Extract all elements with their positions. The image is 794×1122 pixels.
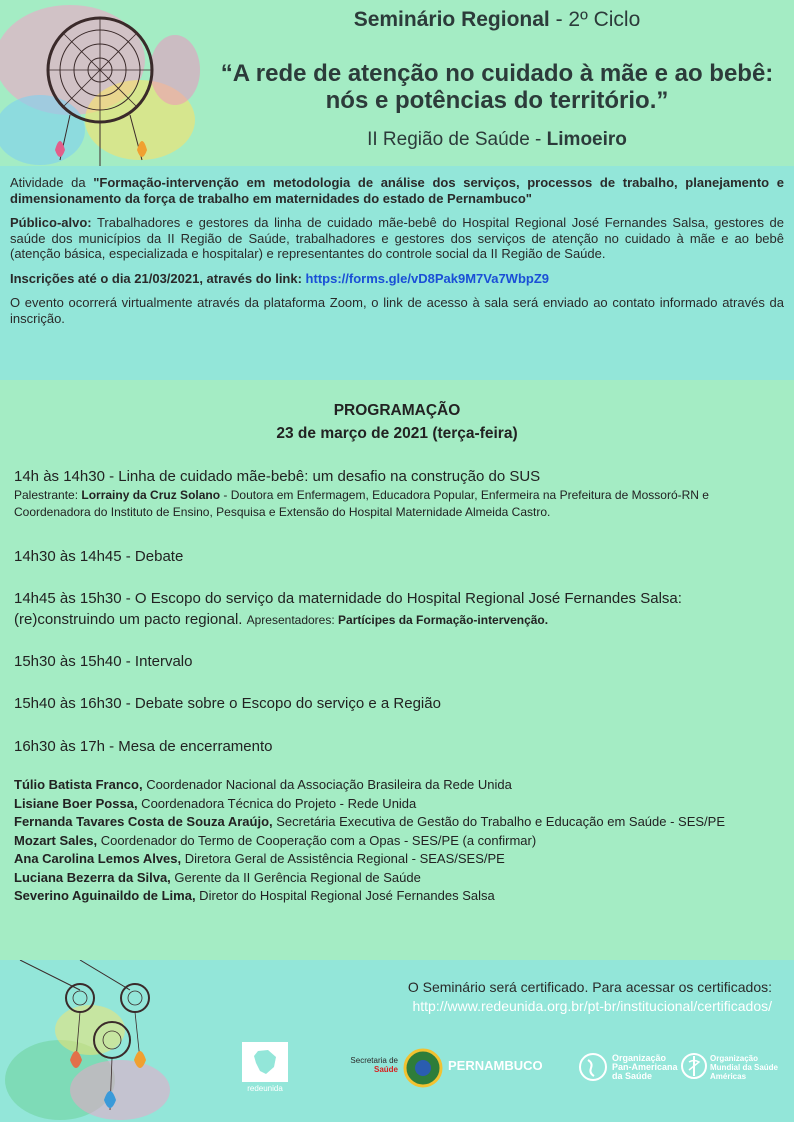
closing-panel-list — [14, 776, 725, 906]
program-item-3: 14h45 às 15h30 - O Escopo do serviço da maternidade do Hospital Regional José Fernandes Salsa: (re)construindo um pacto regional. Apresentadores: Partícipes da Formação-intervenção. — [14, 590, 682, 628]
panelist: Túlio Batista Franco, Coordenador Nacional da Associação Brasileira da Rede Unida — [14, 777, 512, 792]
program-section — [0, 380, 794, 960]
dreamcatcher-icon — [0, 0, 200, 166]
panelist: Severino Aguinaildo de Lima, Diretor do Hospital Regional José Fernandes Salsa — [14, 888, 495, 903]
audience-paragraph: Público-alvo: Trabalhadores e gestores da linha de cuidado mãe-bebê do Hospital Regional José Fernandes Salsa, gestores de saúde dos municípios da II Região de Saúde, trabalhadores e gestores dos serviços de atenção no cuidado à mãe e ao bebê (atenção básica, especializada e hospitalar) e representantes do controle social da II Região de Saúde. — [10, 215, 784, 261]
pernambuco-emblem-icon — [403, 1048, 443, 1088]
region-line: II Região de Saúde - Limoeiro — [367, 129, 627, 150]
program-item-1: 14h às 14h30 - Linha de cuidado mãe-bebê: um desafio na construção do SUS Palestrante: Lorrainy da Cruz Solano - Doutora em Enfermagem, Educadora Popular, Enfermeira na Prefeitura de Mossoró-RN e Coordenadora do Instituto de Ensino, Pesquisa e Extensão do Hospital Maternidade Almeida Castro. — [14, 468, 709, 519]
program-item-5: 15h40 às 16h30 - Debate sobre o Escopo do serviço e a Região — [14, 695, 441, 712]
opas-logo: Organização Pan-Americana da Saúde — [578, 1052, 678, 1086]
program-item-6: 16h30 às 17h - Mesa de encerramento — [14, 738, 273, 755]
dreamcatcher-icon — [0, 960, 200, 1122]
seminar-title: Seminário Regional - 2º Ciclo — [353, 8, 641, 31]
certificate-link[interactable]: http://www.redeunida.org.br/pt-br/institucional/certificados/ — [412, 998, 772, 1014]
panelist: Ana Carolina Lemos Alves, Diretora Geral de Assistência Regional - SEAS/SES/PE — [14, 851, 505, 866]
registration-link[interactable]: https://forms.gle/vD8Pak9M7Va7WbpZ9 — [305, 270, 549, 286]
panelist: Fernanda Tavares Costa de Souza Araújo, Secretária Executiva de Gestão do Trabalho e Educação em Saúde - SES/PE — [14, 814, 726, 829]
activity-paragraph: Atividade da "Formação-intervenção em metodologia de análise dos serviços, processos de trabalho, planejamento e dimensionamento da força de trabalho em maternidades do estado de Pernambuco" — [10, 175, 784, 206]
pernambuco-logo: Secretaria de Saúde PERNAMBUCO — [340, 1048, 535, 1088]
program-item-4: 15h30 às 15h40 - Intervalo — [14, 653, 193, 670]
footer — [0, 960, 794, 1122]
certificate-note: O Seminário será certificado. Para acessar os certificados: http://www.redeunida.org.br/pt-br/institucional/certificados/ — [407, 979, 772, 1014]
redeunida-logo: redeunida — [241, 1042, 289, 1093]
header — [0, 0, 794, 166]
panelist: Mozart Sales, Coordenador do Termo de Cooperação com a Opas - SES/PE (a confirmar) — [14, 832, 537, 848]
brazil-map-icon — [250, 1047, 280, 1077]
globe-icon — [680, 1052, 708, 1080]
event-note: O evento ocorrerá virtualmente através da plataforma Zoom, o link de acesso à sala será enviado ao contato informado através da inscrição. — [10, 295, 784, 326]
panelist: Luciana Bezerra da Silva, Gerente da II Gerência Regional de Saúde — [14, 869, 421, 885]
program-item-2: 14h30 às 14h45 - Debate — [14, 548, 184, 565]
globe-icon — [578, 1052, 608, 1082]
panelist: Lisiane Boer Possa, Coordenadora Técnica do Projeto - Rede Unida — [14, 795, 417, 811]
seminar-subtitle: “A rede de atenção no cuidado à mãe e ao bebê: nós e potências do território.” — [220, 60, 774, 114]
info-section — [0, 166, 794, 380]
oms-logo: Organização Mundial da Saúde Américas — [680, 1052, 780, 1086]
registration-paragraph: Inscrições até o dia 21/03/2021, através do link: https://forms.gle/vD8Pak9M7Va7WbpZ9 — [10, 270, 549, 286]
program-title: PROGRAMAÇÃO 23 de março de 2021 (terça-feira) — [276, 402, 518, 442]
